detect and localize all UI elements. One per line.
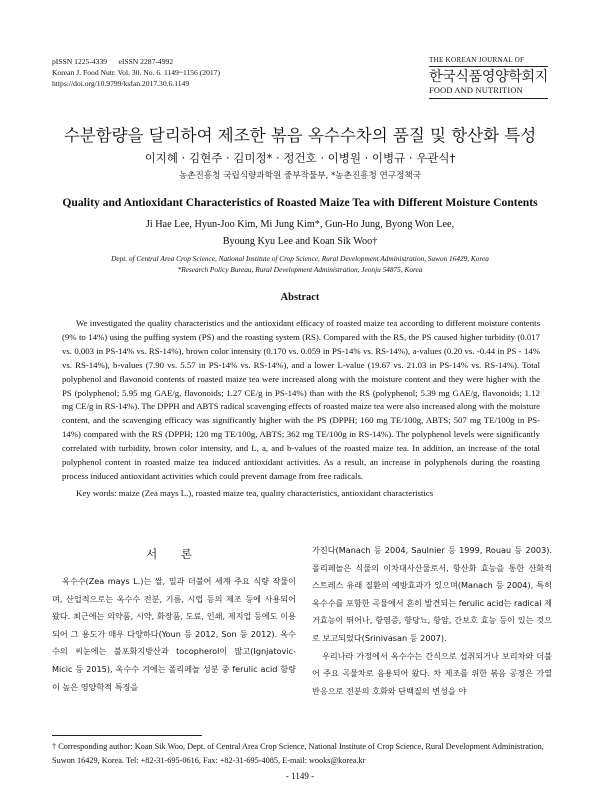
journal-logo [429,56,548,99]
citation-line: Korean J. Food Nutr. Vol. 30. No. 6. 1149~1156 (2017) [52,68,221,78]
abstract-text: We investigated the quality characteristics and the antioxidant efficacy of roasted maize tea according to different moisture contents (9% to 14%) using the puffing system (PS) and the roasting system (RS). Compared with the RS, the PS caused higher turbidity (0.017 vs. 0.003 in PS-14% vs. RS-14%), brown color intensity (0.170 vs. 0.059 in PS-14% vs. RS-14%), a-values (0.20 vs. -0.44 in PS - 14% vs. RS-14%), b-values (7.90 vs. 5.57 in PS-14% vs. RS-14%), and a lower L-value (19.67 vs. 21.03 in PS-14% vs. RS-14%). Total polyphenol and flavonoid contents of roasted maize tea were increased along with the moisture content and they were higher with the PS (polyphenol; 5.95 mg GAE/g, flavonoids; 1.27 CE/g in PS-14%) than with the RS (polyphenol; 5.39 mg GAE/g, flavonoids; 1.12 mg CE/g in RS-14%). The DPPH and ABTS radical scavenging effects of roasted maize tea were also increased along with the moisture content, and the scavenging efficacy was significantly higher with the PS (DPPH; 160 mg TE/100g, ABTS; 507 mg TE/100g in PS-14%) compared with the RS (DPPH; 120 mg TE/100g, ABTS; 362 mg TE/100g in RS-14%). The polyphenol levels were significantly correlated with turbidity, brown color intensity, and L, a, and b-values of the roasted maize tea. In addition, an increase of the total polyphenol content in roasted maize tea induced antioxidant activities. As a result, an increase in polyphenols during the roasting process induced antioxidant activities which could prevent damage from free radicals. [62,318,540,481]
abstract-body [62,317,540,484]
affiliation-korean: 농촌진흥청 국립식량과학원 중부작물부, *농촌진흥청 연구정책국 [178,171,422,181]
journal-name-en-top: THE KOREAN JOURNAL OF [429,56,548,67]
title-korean: 수분함량을 달리하여 제조한 볶음 옥수수차의 품질 및 항산화 특성 [63,126,537,145]
right-column [312,542,552,700]
abstract-heading: Abstract [280,292,320,303]
keywords: Key words: maize (Zea mays L.), roasted maize tea, quality characteristics, antioxidant characteristics [76,488,434,498]
issn-line: pISSN 1225-4339 eISSN 2287-4992 [52,57,174,66]
title-english: Quality and Antioxidant Characteristics of Roasted Maize Tea with Different Moisture Contents [62,196,538,209]
footnote-divider [52,735,202,736]
section-heading-introduction: 서 론 [146,547,202,561]
authors-korean: 이지혜 · 김현주 · 김미정* · 정건호 · 이병원 · 이병규 · 우관식† [144,151,456,165]
left-column [52,573,296,696]
authors-english-line1: Ji Hae Lee, Hyun-Joo Kim, Mi Jung Kim*, Gun-Ho Jung, Byong Won Lee, [145,219,455,230]
affiliation-english-line2: *Research Policy Bureau, Rural Development Administration, Jeonju 54875, Korea [177,265,423,274]
corresponding-author-note: † Corresponding author: Koan Sik Woo, Dept. of Central Area Crop Science, National Institute of Crop Science, Rural Development Administration, Suwon 16429, Korea. Tel: +82-31-695-0616, Fax: +82-31-695-4085, E-mail: wooks@korea.kr [52,742,544,765]
intro-paragraph-1-continued: 가진다(Manach 등 2004, Saulnier 등 1999, Rouau 등 2003). 폴리페놀은 식물의 이차대사산물로서, 항산화 효능을 통한 산화적 스트레스 유래 질환의 예방효과가 있으며(Manach 등 2004), 특히 옥수수를 포함한 곡물에서 흔히 발견되는 ferulic acid는 radical 제거효능이 뛰어나, 항염증, 항당뇨, 항암, 간보호 효능 등이 있는 것으로 보고되었다(Srinivasan 등 2007). [312,545,552,643]
doi-link[interactable]: https://doi.org/10.9799/ksfan.2017.30.6.1149 [52,79,190,89]
page-number: - 1149 - [285,771,315,781]
affiliation-english-line1: Dept. of Central Area Crop Science, National Institute of Crop Science, Rural Development Administration, Suwon 16429, Korea [111,254,489,263]
journal-name-ko: 한국식품영양학회지 [428,69,548,85]
article-header [52,56,220,90]
intro-paragraph-2: 우리나라 가정에서 옥수수는 간식으로 섭취되거나 보리차와 더불어 주요 곡물차로 음용되어 왔다. 차 제조를 위한 볶음 공정은 가열 반응으로 전분의 호화와 단백질의 변성을 야 [312,650,552,696]
intro-paragraph-1: 옥수수(Zea mays L.)는 쌀, 밀과 더불어 세계 주요 식량 작물이며, 산업적으로는 옥수수 전분, 기름, 시럽 등의 제조 등에 사용되어 왔다. 최근에는 의약품, 시약, 화장품, 도료, 인쇄, 제지업 등에도 이용되어 그 용도가 매우 다양하다(Youn 등 2012, Son 등 2012). 옥수수의 씨눈에는 불포화지방산과 tocopherol이 많고(Ignjatovic-Micic 등 2015), 옥수수 겨에는 폴리페놀 성분 중 ferulic acid 함량이 높은 영양학적 특징을 [52,576,296,692]
authors-english-line2: Byoung Kyu Lee and Koan Sik Woo† [222,236,378,247]
journal-name-en-bottom: FOOD AND NUTRITION [429,86,548,99]
